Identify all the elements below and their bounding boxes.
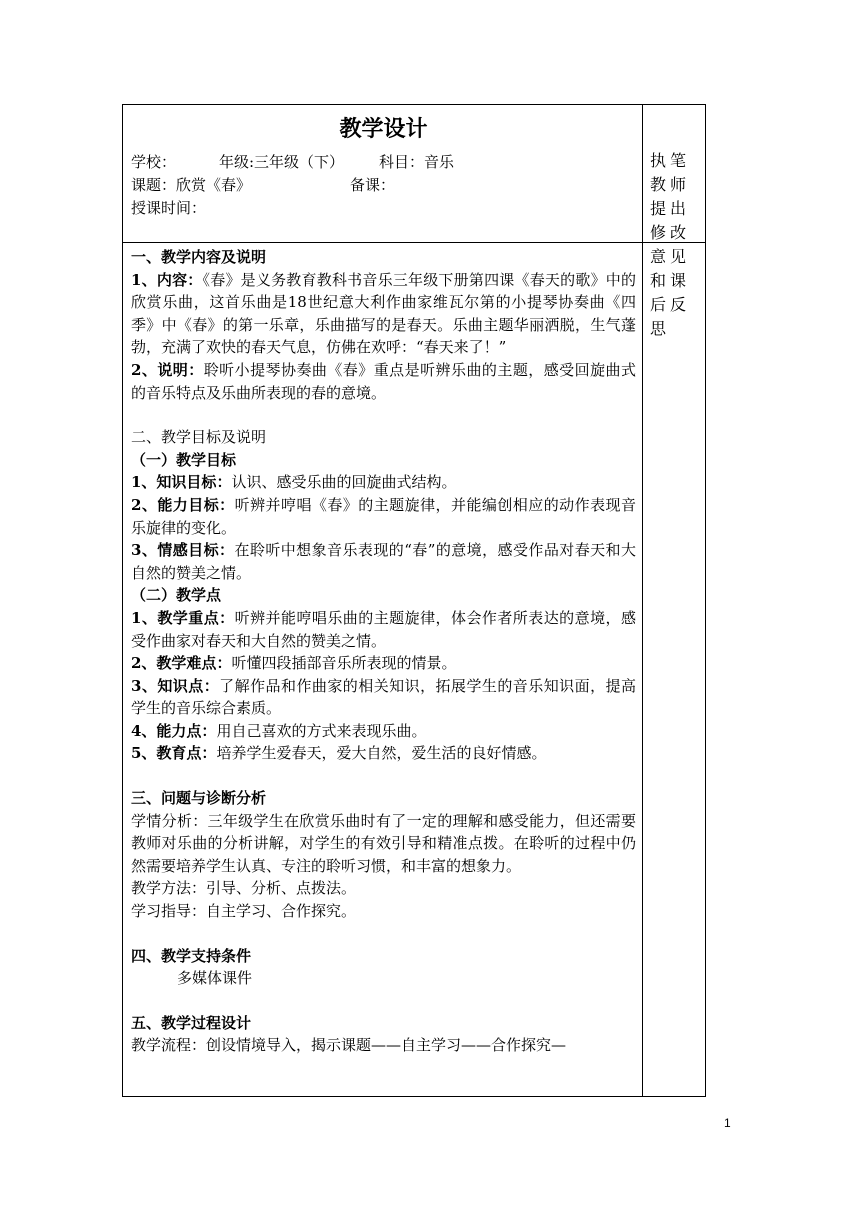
school-label: 学校： (131, 153, 177, 171)
subject-label: 科目：音乐 (379, 153, 455, 171)
key-2-text: 听懂四段插部音乐所表现的情景。 (231, 654, 457, 673)
row-divider (123, 242, 705, 243)
s1-p2-label: 2、说明： (131, 360, 204, 379)
s1-p2-text: 聆听小提琴协奏曲《春》重点是听辨乐曲的主题，感受回旋曲式的音乐特点及乐曲所表现的春的意境。 (131, 360, 636, 402)
s3-paragraph-3: 学习指导：自主学习、合作探究。 (131, 902, 357, 921)
s4-paragraph-1: 多媒体课件 (177, 969, 253, 988)
header-row-1 (131, 151, 636, 174)
key-1-text: 听辨并能哼唱乐曲的主题旋律，体会作者所表达的意境，感受作曲家对春天和大自然的赞美之情。 (131, 608, 636, 650)
goal-3 (131, 539, 636, 584)
grade-label: 年级:三年级（下） (219, 153, 345, 171)
section-5-title: 五、教学过程设计 (131, 1013, 252, 1032)
goal-1 (131, 471, 636, 494)
s1-p1-label: 1、内容： (131, 270, 203, 289)
section-4-title: 四、教学支持条件 (131, 946, 252, 965)
page-number: 1 (724, 1116, 731, 1130)
section-2-sub-2: （二）教学点 (131, 586, 222, 605)
key-point-3 (131, 675, 636, 720)
time-label: 授课时间： (131, 199, 207, 217)
goal-1-text: 认识、感受乐曲的回旋曲式结构。 (231, 473, 457, 492)
s5-paragraph-1: 教学流程：创设情境导入，揭示课题——自主学习——合作探究— (131, 1036, 567, 1055)
key-5-text: 培养学生爱春天，爱大自然，爱生活的良好情感。 (216, 744, 547, 763)
goal-3-label: 3、情感目标： (131, 541, 235, 560)
key-4-text: 用自己喜欢的方式来表现乐曲。 (216, 721, 427, 740)
key-2-label: 2、教学难点： (131, 654, 232, 673)
key-point-1 (131, 607, 636, 652)
s3-paragraph-2: 教学方法：引导、分析、点拨法。 (131, 879, 357, 898)
goal-2-text: 听辨并哼唱《春》的主题旋律，并能编创相应的动作表现音乐旋律的变化。 (131, 495, 636, 537)
lesson-plan-table (122, 104, 706, 1097)
header-cell (131, 113, 636, 220)
section-1-title: 一、教学内容及说明 (131, 248, 267, 266)
key-point-4 (131, 720, 636, 743)
s3-paragraph-1: 学情分析：三年级学生在欣赏乐曲时有了一定的理解和感受能力，但还需要教师对乐曲的分析讲解，对学生的有效引导和精准点拨。在聆听的过程中仍然需要培养学生认真、专注的聆听习惯，和丰富的想象力。 (131, 811, 636, 875)
goal-2-label: 2、能力目标： (131, 495, 235, 514)
section-2-sub-1: （一）教学目标 (131, 450, 237, 469)
goal-3-text: 在聆听中想象音乐表现的“春”的意境，感受作品对春天和大自然的赞美之情。 (131, 541, 636, 582)
header-row-3 (131, 197, 636, 220)
key-1-label: 1、教学重点： (131, 608, 235, 627)
prep-label: 备课： (350, 176, 396, 194)
column-divider (642, 105, 643, 1096)
key-4-label: 4、能力点： (131, 721, 217, 740)
teacher-notes-header: 执笔教师提出修改意见和课后反思 (650, 151, 691, 338)
content-cell (131, 246, 636, 1057)
header-row-2 (131, 174, 636, 197)
section-3-title: 三、问题与诊断分析 (131, 789, 267, 808)
topic-label: 课题：欣赏《春》 (131, 176, 252, 194)
page-title: 教学设计 (339, 116, 428, 142)
goal-1-label: 1、知识目标： (131, 473, 232, 492)
key-point-2 (131, 652, 636, 675)
s1-p1-text: 《春》是义务教育教科书音乐三年级下册第四课《春天的歌》中的欣赏乐曲，这首乐曲是18世纪意大利作曲家维瓦尔第的小提琴协奏曲《四季》中《春》的第一乐章，乐曲描写的是春天。乐曲主题华丽洒脱，生气蓬勃，充满了欢快的春天气息，仿佛在欢呼：“春天来了！” (131, 270, 636, 357)
section-2-title: 二、教学目标及说明 (131, 428, 267, 447)
key-point-5 (131, 742, 636, 765)
s1-paragraph-1 (131, 269, 636, 359)
s1-paragraph-2 (131, 359, 636, 404)
key-5-label: 5、教育点： (131, 744, 217, 763)
key-3-label: 3、知识点： (131, 676, 220, 695)
key-3-text: 了解作品和作曲家的相关知识，拓展学生的音乐知识面，提高学生的音乐综合素质。 (131, 676, 636, 718)
goal-2 (131, 494, 636, 539)
